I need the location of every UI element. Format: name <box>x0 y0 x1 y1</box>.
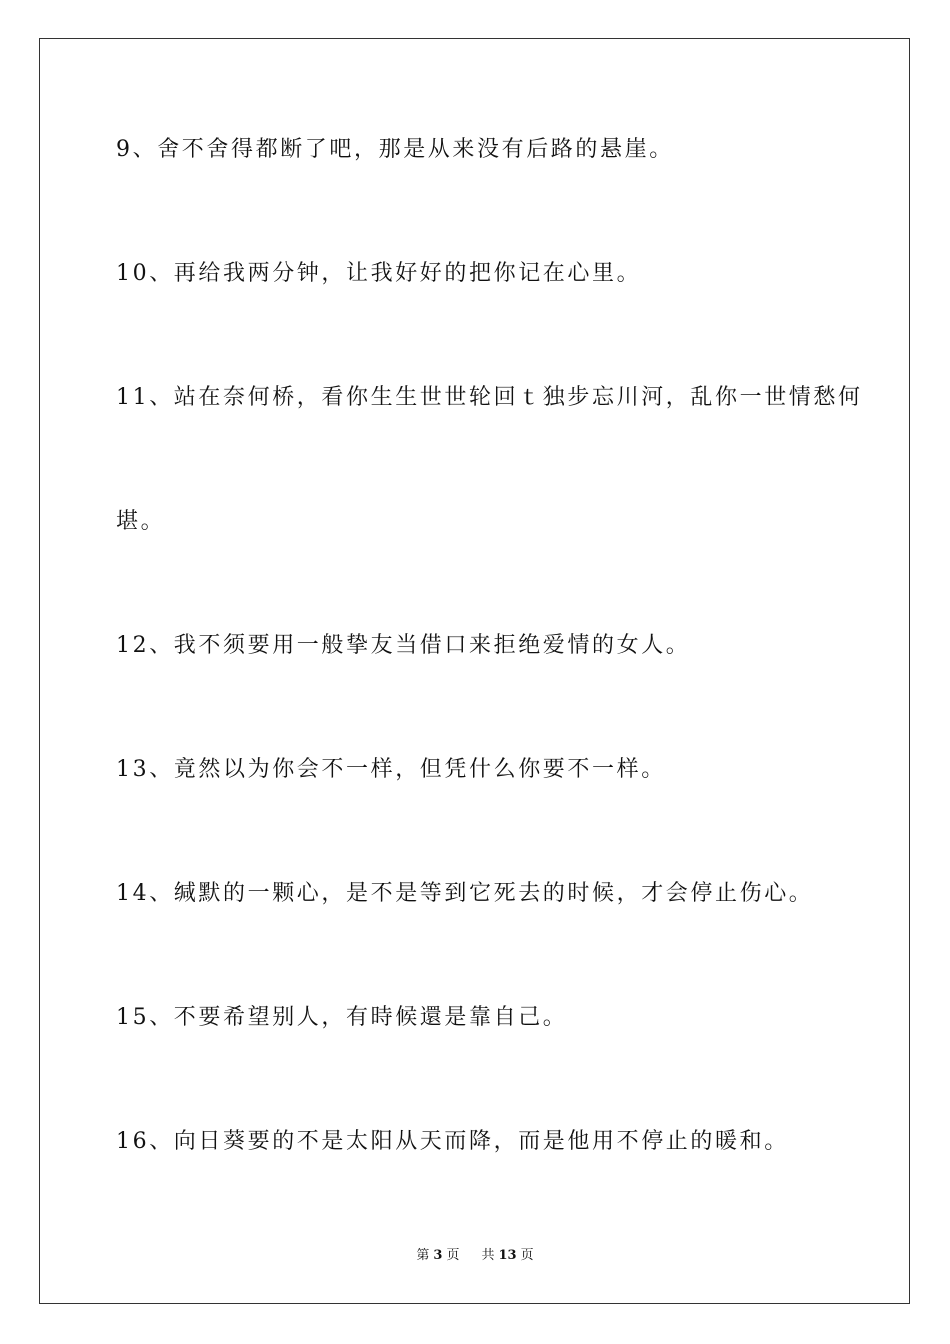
page-prefix: 第 <box>416 1248 430 1263</box>
page-footer <box>0 1247 950 1265</box>
text-line-14: 14、缄默的一颗心，是不是等到它死去的时候，才会停止伤心。 <box>116 881 814 906</box>
text-line-15: 15、不要希望别人，有時候還是靠自己。 <box>116 1005 568 1030</box>
page-suffix: 页 <box>446 1248 460 1263</box>
text-line-11: 11、站在奈何桥，看你生生世世轮回ｔ独步忘川河，乱你一世情愁何 <box>116 385 863 410</box>
total-suffix: 页 <box>520 1248 534 1263</box>
text-line-13: 13、竟然以为你会不一样，但凭什么你要不一样。 <box>116 757 666 782</box>
text-line-12: 12、我不须要用一般挚友当借口来拒绝爱情的女人。 <box>116 633 691 658</box>
total-pages: 13 <box>498 1248 517 1263</box>
page-number: 3 <box>433 1248 443 1263</box>
text-line-9: 9、舍不舍得都断了吧，那是从来没有后路的悬崖。 <box>116 137 674 162</box>
text-line-11-continued: 堪。 <box>116 509 166 534</box>
total-prefix: 共 <box>481 1248 495 1263</box>
text-line-16: 16、向日葵要的不是太阳从天而降，而是他用不停止的暖和。 <box>116 1129 789 1154</box>
page-border <box>39 38 910 1304</box>
text-line-10: 10、再给我两分钟，让我好好的把你记在心里。 <box>116 261 642 286</box>
